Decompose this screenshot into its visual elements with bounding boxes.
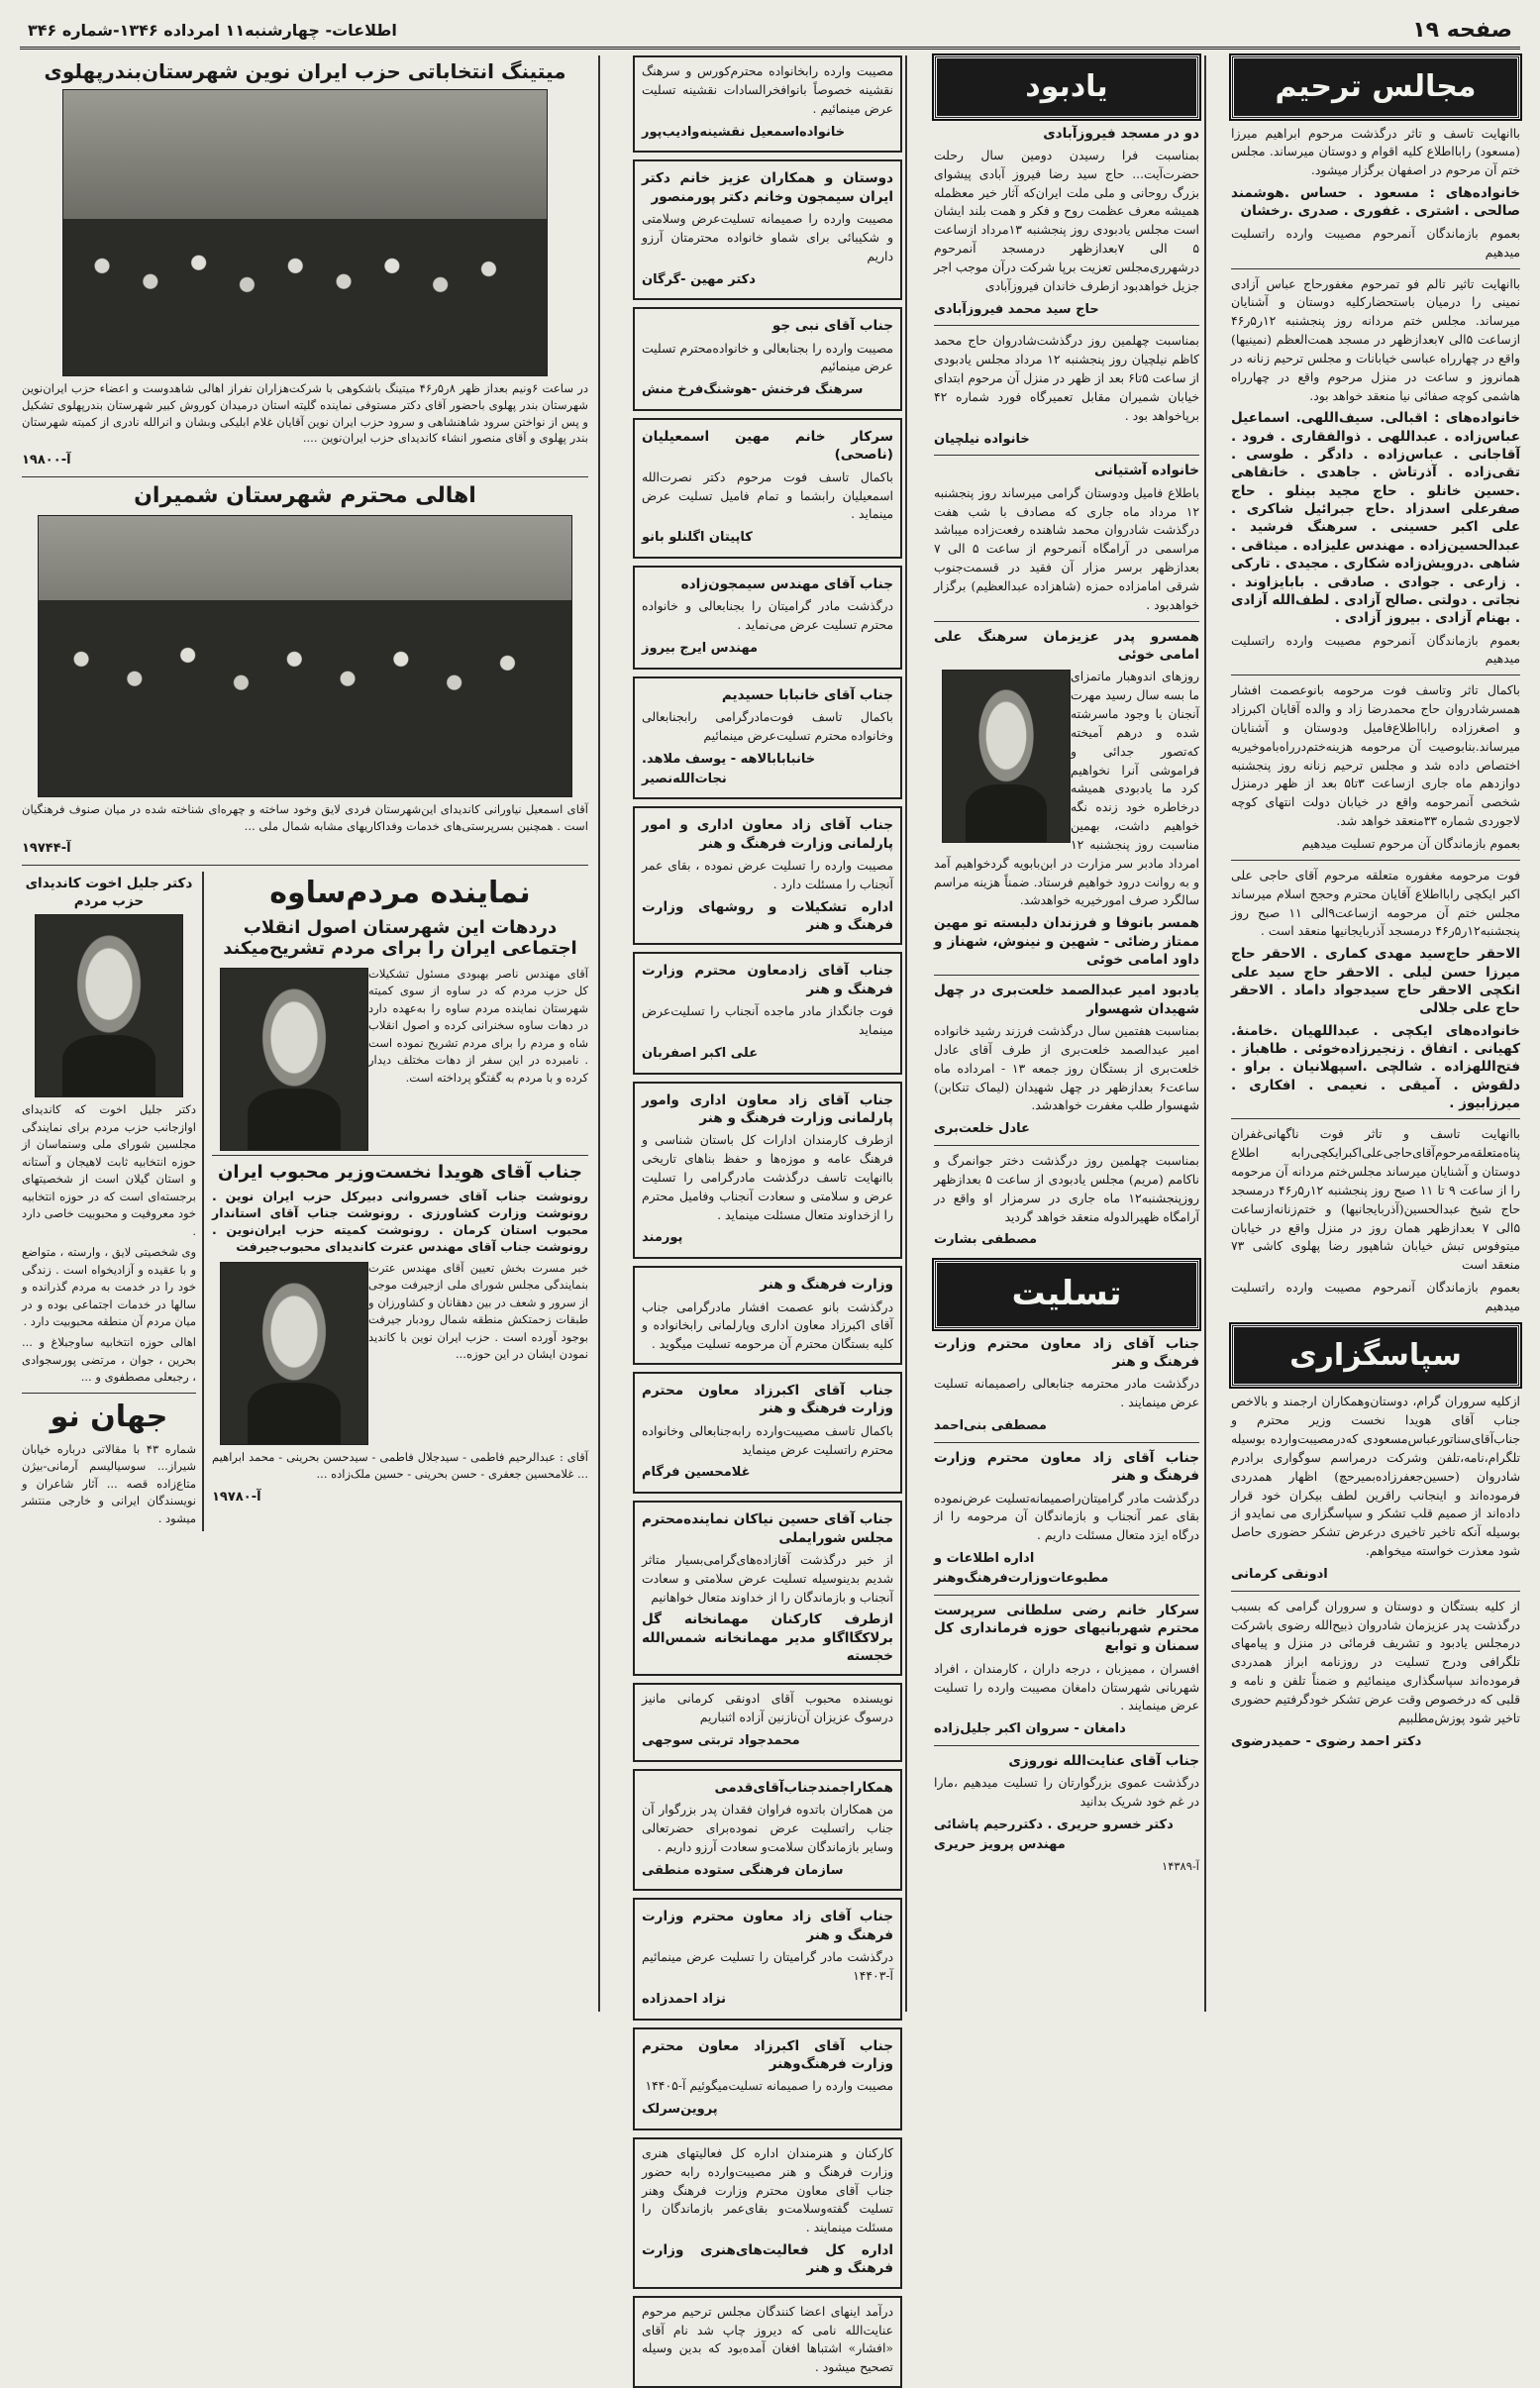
signature: دامغان - سروان اکبر جلیل‌زاده (934, 1721, 1126, 1737)
article-title: نماینده مردم‌ساوه (269, 875, 531, 910)
article-text: آقای مهندس ناصر بهبودی مسئول تشکیلات کل حزب مردم که در ساوه از سوی کمیته شهرستان نماینده مردم ساوه را به‌عهده دارد در دهات ساوه سخنرانی کرده و اصول انقلاب شاه و مردم را برای مردم تشریح نموده است . نامبرده در این سفر از دهات مختلف دیدار کرده و با مردم به گفتگو پرداخته است. (368, 966, 588, 1085)
notice-text: بمناسبت فرا رسیدن دومین سال رحلت حضرت‌آیت... حاج سید رضا فیروز آبادی پیشوای بزرگ روحانی و ملی ملت ایران‌که آثار خیر معظمله همیشه معرف عظمت روح و فکر و همت بلند ایشان است مجلس یادبودی روز پنجشنبه ۱۳مرداد ازساعت ۵ الی ۷بعدازظهر درمسجد آنمرحوم درشهرری‌مجلس تعزیت برپا شرکت درآن موجب اجر جزیل خواهدبود ازطرف خاندان فیروزآبادی (934, 147, 1199, 293)
notice-text: بمناسبت چهلمین روز درگذشت‌شادروان حاج محمد کاظم نیلچیان روز پنجشنبه ۱۲ مرداد مجلس یادبودی از ساعت ۵تا۶ بعد از ظهر در منزل آن مرحوم ابتدای خیابان شمیران مقابل تعمیرگاه فورد شماره ۴۲ برپاخواهد بود . (934, 333, 1200, 423)
column-election-news (22, 55, 588, 2012)
notice-heading: جناب آقای نبی جو (771, 318, 893, 335)
notice-text: باکمال تاسف مصیبت‌وارده رابه‌جنابعالی وخانواده محترم راتسلیت عرض مینماید (642, 1422, 893, 1457)
correction-box (633, 2296, 902, 2388)
article-text: آقای : عبدالرحیم فاطمی - سیدجلال فاطمی - سیدحسن بحرینی - محمد ابراهیم ... غلامحسین جعفری - حسن بحرینی - حسین ملک‌زاده ... (212, 1449, 588, 1482)
divider (934, 1595, 1199, 1596)
condolence-box (633, 2137, 902, 2289)
crowd-image (39, 600, 571, 796)
column-obituaries (1231, 55, 1520, 2012)
notice-text: باانهایت تاسف و تاثر فوت ناگهانی‌غفران پناه‌متعلقه‌مرحوم‌آقای‌حاجی‌علی‌اکبرایکچی‌رابه اطلاع دوستان و آشنایان میرساند مجلس‌ختم مردانه آن مرحومه را از ساعت ۹ تا ۱۱ صبح روز پنجشنبه ۱۲ر۵ر۴۶ درمسجد حاج شیخ عبدالحسین(آذربایجانیها) و ختم‌زنانه‌ازساعت ۵الی ۷ بعدازظهر همان روز در منزل واقع در خیابان میتوفوس تبش خیابان شاهپور رضا پهلوی کاشی ۷۳ منعقد است (1231, 1126, 1520, 1273)
notice-text: باطلاع فامیل ودوستان گرامی میرساند روز پنجشنبه ۱۲ مرداد ماه جاری که مصادف با شب هفت درگذشت شادروان محمد شاهنده رفعت‌زاده میباشد مراسمی در آرامگاه آنمرحوم از ساعت ۵ الی ۷ بعدازظهر برسر مزار آن فقید در قسمت‌جنوب شرقی امامزاده حمزه (شاهزاده عبدالعظیم) برگزار خواهدبود . (934, 484, 1199, 612)
column-rule (905, 55, 907, 2012)
divider (934, 1442, 1199, 1443)
signature: مصطفی بنی‌احمد (934, 1418, 1047, 1434)
page-number: صفحه ۱۹ (1412, 18, 1512, 43)
notice-text: من همکاران باتدوه فراوان فقدان پدر بزرگوار آن جناب راتسلیت عرض نموده‌برای حضرتعالی وسایر بازماندگان سلامت‌و سعادت آرزو داریم . (642, 1802, 893, 1854)
signature: دکتر احمد رضوی - حمیدرضوی (1231, 1733, 1422, 1749)
condolence-box (633, 1266, 902, 1365)
article-subtitle: دردهات این شهرستان اصول انقلاب اجتماعی ایران را برای مردم تشریح‌میکند (223, 916, 577, 960)
signature: اداره کل فعالیت‌های‌هنری وزارت فرهنگ و هنر (642, 2242, 893, 2277)
notice-text: کارکنان و هنرمندان اداره کل فعالیتهای هنری وزارت فرهنگ و هنر مصیبت‌وارده رابه حضور جناب آقای معاون محترم وزارت فرهنگ وهنر تسلیت گفته‌وسلامت‌و بقای‌عمر بازماندگان را مسئلت مینمایند . (642, 2144, 893, 2235)
signature: علی اکبر اصفربان (642, 1045, 759, 1061)
notice-heading: جناب آقای مهندس سیمجون‌زاده (680, 576, 893, 592)
divider (1231, 268, 1520, 269)
signature: ادونقی کرمانی (1231, 1566, 1328, 1582)
signature: همسر بانوفا و فرزندان دلبسته تو مهین ممتاز رضائی - شهین و نینوش، شهناز و داود امامی خوئی (934, 915, 1199, 968)
notice-tail: بعموم بازماندگان آنمرحوم مصیبت وارده راتسلیت میدهیم (1231, 1280, 1520, 1313)
photo-caption: آقای اسمعیل نیاورانی کاندیدای این‌شهرستان فردی لایق وخود ساخته و چهره‌ای شناخته شده در میان صنوف فرهنگیان است . همچنین بسرپرستی‌های خدمات وفداکاریهای مشابه شمال ملی ... (22, 802, 588, 834)
divider (934, 1745, 1199, 1746)
names-list: الاحقر حاج‌سید مهدی کماری . الاحقر حاج میرزا حسن لیلی . الاحقر حاج سید علی انکچی الاحقر حاج سیدجواد داماد . الاحقر حاج علی جلالی (1231, 946, 1520, 1017)
ad-code: آ-۱۹۸۰۰ (22, 453, 71, 468)
signature: اداره تشکیلات و روشهای وزارت فرهنگ و هنر (642, 898, 893, 934)
notice-text: باکمال تاسف فوت‌مادرگرامی رابجنابعالی وخانواده محترم تسلیت‌عرض مینمائیم (642, 709, 893, 743)
section-banner-sepasgozari: سپاسگزاری (1231, 1324, 1520, 1388)
condolence-box (633, 1683, 902, 1761)
notice-heading: سرکار خانم مهین اسمعیلیان (ناصحی) (642, 429, 893, 464)
notice-heading: جناب آقای زاد معاون محترم وزارت فرهنگ و هنر (934, 1449, 1199, 1485)
families-list: خانواده‌های : مسعود . حساس .هوشمند صالحی . اشتری . غفوری . صدری .رخشان (1231, 185, 1520, 220)
notice-text: مصیبت وارده را صمیمانه تسلیت‌عرض وسلامتی و شکیبائی برای شماو خانواده محترمتان آرزو داریم (642, 210, 893, 263)
lower-side (22, 872, 204, 1532)
masthead: اطلاعات- چهارشنبه۱۱ امرداده ۱۳۴۶-شماره ۳۴۶ (28, 21, 397, 40)
column-rule (598, 55, 600, 2012)
condolence-box (633, 952, 902, 1074)
signature: پورمند (642, 1230, 683, 1246)
notice-heading: جناب آقای زاد معاون محترم وزارت فرهنگ و هنر (642, 1909, 893, 1943)
notice-text: باانهایت تاثیر تالم فو تمرحوم مغفورحاج عباس آزادی نمینی را درمیان باستحضارکلیه دوستان و آشنایان میرساند. مجلس ختم مردانه روز پنجشنبه ۱۲ر۵ر۴۶ ازساعت ۵الی ۷بعدازظهر در مسجد همت‌العظم (نمینیها) واقع در چهارراه عباسی خیابانات و مجلس ترحیم زنانه در همانروز و ساعت در منزل مرحوم واقع در چهارراه هاشمی کوچه صفائی نیا منعقد خواهد بود. (1231, 275, 1521, 403)
divider (934, 1145, 1199, 1146)
signature: ازطرف کارکنان مهمانخانه گل برلاکگااگاو مدیر مهمانخانه شمس‌الله خجسته (642, 1611, 893, 1665)
notice-text: مصیبت وارده را تسلیت عرض نموده ، بقای عمر آنجناب را مسئلت دارد . (642, 858, 893, 891)
signature: خانواده‌اسمعیل نقشینه‌وادیب‌پور (642, 124, 846, 140)
photo-caption: در ساعت ۶ونیم بعداز ظهر ۸ر۵ر۴۶ میتینگ باشکوهی با شرکت‌هزاران نفراز اهالی شاهدوست و اعضاء حزب ایران‌نوین شهرستان بندر پهلوی باحضور آقای دکتر مستوفی نماینده گلیته استان درمیدان کوروش کبیر شهرستان بندرپهلوی تشکیل و پس از نواختن سرود شاهنشاهی و سرود حزب ایران نوین آقایان غلام ابلیکی وبشان و انرالله نادری از کمیته شهرستان بندر پهلوی و آقای منصور انشاء کاندیدای حزب ایران‌نوین .... (22, 381, 588, 446)
notice-heading: همکاراجمند‌جناب‌آقای‌قدمی (714, 1779, 893, 1796)
signature: محمدجواد تربتی سوجهی (642, 1733, 800, 1749)
notice-text: درگذشت مادر گرامیتان‌راصمیمانه‌تسلیت عرض‌نموده بقای عمر آنجناب و بازماندگان آن مرحومه را از درگاه ایزد متعال مسئلت داریم . (934, 1490, 1199, 1543)
notice-heading: یادبود امیر عبدالصمد خلعت‌بری در چهل شهیدان شهسوار (934, 983, 1199, 1017)
notice-text: افسران ، ممیزبان ، درجه داران ، کارمندان ، افراد شهربانی شهرستان دامغان مصیبت وارده را تسلیت عرض مینمایند . (934, 1660, 1199, 1713)
notice-text: بمناسبت هفتمین سال درگذشت فرزند رشید خانواده امیر عبدالصمد خلعت‌بری از طرف آقای عادل خلعت‌بری از بستگان روز جمعه ۱۳ - امرداده ماه ساعت۶ بعدازظهر در چهل شهیدان (لیماک تنکابن) شهسوار طلب مغفرت خواهدشد. (934, 1023, 1199, 1113)
notice-text: بمناسبت چهلمین روز درگذشت دختر جوانمرگ و ناکامم (مریم) مجلس یادبودی از ساعت ۵ بعدازظهر روزپنجشنبه۱۲ ماه جاری در سرمزار او واقع در آرامگاه ظهیرالدوله منعقد خواهد گردید (934, 1153, 1199, 1224)
article-text: اهالی حوزه انتخابیه ساوجبلاغ و ... بحرین ، جوان ، مرتضی پورسجوادی ، رجبعلی مصطفوی و ... (22, 1335, 196, 1385)
signature: عادل خلعت‌بری (934, 1121, 1030, 1137)
notice-text: باکمال تاسف فوت مرحوم دکتر نصرت‌الله اسمعیلیان رابشما و تمام فامیل تسلیت عرض مینماید . (642, 468, 893, 522)
article-title: جناب آقای هویدا نخست‌وزیر محبوب ایران (218, 1161, 582, 1183)
notice-text: درگذشت مادر گرامیتان را بجنابعالی و خانواده محترم تسلیت عرض می‌نماید . (642, 598, 893, 633)
portrait-photo (220, 968, 368, 1151)
notice-text: فوت مرحومه مغفوره متعلقه مرحوم آقای حاجی علی اکبر ایکچی رابااطلاع آقایان محترم وحجج اسلام میرساند مجلس ختم آن مرحومه ازساعت۹الی ۱۱ صبح روز پنجشنبه۱۲ر۵ر۴۶ درمسجد آذربایجانیها منعقد است . (1231, 867, 1521, 939)
section-banner-tasliyat: تسلیت (934, 1260, 1199, 1329)
notice-text: از خبر درگذشت آقازاده‌های‌گرامی‌بسیار متاثر شدیم بدینوسیله تسلیت عرض سلامتی و سعادت آنجناب و بازماندگان را از خداوند متعال خواهانیم (642, 1551, 893, 1605)
notice-text: نویسنده محبوب آقای ادونقی کرمانی مانیز درسوگ عزیزان آن‌نازنین آزاده اثنباریم (642, 1691, 893, 1725)
ad-code: آ-۱۹۷۸۰ (212, 1489, 261, 1505)
notice-text: درگذشت عموی بزرگوارتان را تسلیت میدهیم ،مارا در غم خود شریک بدانید (934, 1775, 1199, 1810)
notice-text: درگذشت مادر محترمه جنابعالی راصمیمانه تسلیت عرض مینمایند . (934, 1376, 1199, 1410)
signature: دکتر خسرو حریری . دکتررحیم پاشائی مهندس پرویز حریری (934, 1817, 1174, 1852)
signature: سازمان فرهنگی ستوده منطقی (642, 1862, 844, 1878)
notice-heading: جناب آقای اکبرزاد معاون محترم وزارت فرهنگ و هنر (642, 1383, 893, 1417)
condolence-box (633, 307, 902, 411)
divider (1231, 1591, 1520, 1592)
column-rule (1204, 55, 1206, 2012)
notice-heading: جناب آقای زاد معاون اداری و امور پارلمانی وزارت فرهنگ و هنر (642, 817, 893, 852)
divider (22, 865, 588, 866)
article-text: دکتر جلیل اخوت که کاندیدای اوازجانب حزب مردم برای نمایندگی مجلسین شورای ملی وسنماسان از حوزه انتخابیه ثابت لاهیجان و آستانه و استان گیلان است از شخصیتهای برجسته‌ای است که در حوزه انتخابیه خود معروفیت و محبوبیت خاصی دارد . (22, 1102, 196, 1238)
condolence-box (633, 1501, 902, 1676)
signature: مصطفی بشارت (934, 1232, 1038, 1248)
article-title: جهان نو (50, 1399, 168, 1434)
lower-section (22, 872, 588, 1532)
notice-text: درگذشت مادر گرامیتان را تسلیت عرض مینمائیم آ-۱۴۴۰۳ (642, 1949, 893, 1983)
signature: اداره اطلاعات و مطبوعات‌وزارت‌فرهنگ‌وهنر (934, 1551, 1109, 1586)
divider (22, 1393, 196, 1394)
article-text: وی شخصیتی لایق ، وارسته ، متواضع و با عقیده و آزادیخواه است . زندگی خود را در خدمت به مردم گذرانده و سالها در خدمات اجتماعی بوده و در میان مردم آن منطقه محبوبیت دارد . (22, 1245, 196, 1328)
portrait-photo (220, 1262, 368, 1445)
condolence-box (633, 676, 902, 800)
notice-text: باانهایت تاسف و تاثر درگذشت مرحوم ابراهیم میرزا (مسعود) رابااطلاع کلیه اقوام و دوستان میرساند. مجلس ختم آن مرحوم در اصفهان برگزار میشود. (1231, 125, 1520, 178)
article-text: خبر مسرت بخش تعیین آقای مهندس عترت بنمایندگی مجلس شورای ملی ازجیرفت موجی از سرور و شعف در بین دهقانان و کشاورزان و طبقات زحمتکش منطقه شمال رودبار جیرفت بوجود آورده است . حزب ایران نوین با کاندید نمودن ایشان در این حوزه... (368, 1260, 588, 1362)
notice-heading: جناب آقای زاد معاون محترم وزارت فرهنگ و هنر (934, 1335, 1199, 1371)
divider (934, 455, 1199, 456)
divider (1231, 860, 1520, 861)
article-title: اهالی محترم شهرستان شمیران (134, 482, 476, 508)
condolence-box (633, 159, 902, 300)
column-condolences (633, 55, 902, 2375)
signature: حاج سید محمد فیروزآبادی (934, 301, 1099, 317)
condolence-box (633, 1082, 902, 1260)
notice-heading: جناب آقای خانبابا حسیدیم (721, 686, 893, 703)
notice-heading: همسرو پدر عزیزمان سرهنگ علی امامی خوئی (934, 628, 1199, 663)
notice-heading: جناب آقای حسین نیاکان نماینده‌محترم مجلس شورایملی (642, 1511, 893, 1546)
families-list: خانواده‌های : اقبالی. سیف‌اللهی. اسماعیل عباس‌زاده . عبداللهی . ذوالفقاری . فرود . آقاجانی . عباس‌زاده . دادگر . طوسی . تقی‌زاده . آذرتاش . جاهدی . خانقاهی .حسین خانلو . حاج مجید بینلو . حاج صفرعلی اسدزاد .حاج جبرائیل شاکری . علی اکبر حسینی . سرهنگ فرشید . عبدالحسین‌زاده . مهندس علیزاده . میثاقی . شاهی .درویش‌زاده شکاری . مجیدی . تارکی . زارعی . جوادی . صادقی . بابایزاوند . نجاتی . دولتی .صالح آزادی . لطف‌الله آزادی . بهنام آزادی . بیروز آزادی . (1231, 410, 1520, 627)
notice-text: درگذشت بانو عصمت افشار مادرگرامی جناب آقای اکبرزاد معاون اداری وپارلمانی رابخانواده و کلیه بستگان محترم آن مرحومه تسلیت میگوید . (642, 1298, 893, 1352)
article-text: شماره ۴۳ با مقالاتی درباره خیابان شیراز... سوسیالیسم آرمانی-بیژن متاع‌زاده قصه ... آثار شاعران و نویسندگان ایرانی و خارجی منتشر میشود . (22, 1441, 197, 1525)
notice-heading: جناب آقای زاد معاون اداری وامور پارلمانی وزارت فرهنگ و هنر (642, 1091, 893, 1126)
divider (22, 476, 588, 477)
notice-heading: وزارت فرهنگ و هنر (760, 1277, 893, 1294)
crowd-image (63, 219, 547, 375)
notice-tail: بعموم بازماندگان آنمرحوم مصیبت وارده راتسلیت میدهیم (1231, 632, 1520, 667)
condolence-box (633, 2027, 902, 2130)
condolence-box (633, 418, 902, 559)
notice-heading: جناب آقای اکبرزاد معاون محترم وزارت فرهنگ‌وهنر (642, 2037, 893, 2072)
notice-heading: سرکار خانم رضی سلطانی سرپرست محترم شهربانیهای حوزه فرمانداری کل سمنان و توابع (934, 1602, 1199, 1655)
signature: دکتر مهین -گرگان (642, 271, 756, 287)
rally-photo (62, 89, 548, 376)
divider (934, 621, 1199, 622)
signature: سرهنگ فرخنش -هوشنگ‌فرخ منش (642, 382, 864, 398)
divider (212, 1155, 588, 1156)
notice-text: مصیبت وارده را بجنابعالی و خانواده‌محترم تسلیت عرض مینمائیم (642, 340, 893, 374)
thanks-text: ازکلیه سروران گرام، دوستان‌وهمکاران ارجمند و بالاخص جناب آقای هویدا نخست وزیر محترم و جناب‌آقای‌سناتورعباس‌مسعودی که‌درمصیبت‌وارده بوسیله تلگرام،نامه،تلفن وشرکت درمراسم سوگواری برادرم شادروان (حسین‌جعفرزاده‌بمیرحچ) اظهار همدردی فرموده‌اند و اینجانب راقرین لطف بیکران خود قرار داده‌اند از صمیم قلب تشکر و سپاسگزاری می نمایدو از بوسیله آنکه تاخیر تاخیری درعرض تشکر حضوری حاصل شود معذرت خواسته میخواهم. (1231, 1394, 1520, 1559)
notice-tail: بعموم بازماندگان آنمرحوم مصیبت وارده راتسلیت میدهیم (1231, 225, 1520, 260)
notice-text: مصیبت وارده را صمیمانه تسلیت‌میگوئیم آ-۱۴۴۰۵ (645, 2078, 893, 2094)
notice-text: روزهای اندوهبار ماتمزای ما بسه سال رسید مهرت آنجنان با وجود ماسرشته شده و درهم آمیخته که‌تصور جدائی و فراموشی آنرا نخواهیم کرد ما یادبودی همیشه درخاطره خود زنده نگه خواهیم داشت، بهمین مناسبت روز پنجشنبه ۱۲ امرداد مادبر سر مزارت در ابن‌بابویه گردخواهیم آمد و به روانت درود خواهیم فرستاد. ضمناً هزینه مراسم سالگرد صرف امورخیریه خواهدشد. (934, 669, 1199, 908)
signature: نزاد احمدزاده (642, 1991, 726, 2007)
condolence-box (633, 1898, 902, 2020)
ad-code: آ-۱۹۷۴۴ (22, 840, 71, 856)
notice-text: مصیبت وارده رابخانواده محترم‌کورس و سرهنگ نقشینه خصوصاً بانوافخرالسادات نقشینه تسلیت عرض مینمائیم . (642, 63, 893, 116)
portrait-photo (942, 670, 1071, 843)
notice-tail: بعموم بازماندگان آن مرحوم تسلیت میدهیم (1301, 835, 1520, 851)
notice-text: درآمد اینهای اعضا کنندگان مجلس ترحیم مرحوم عنایت‌الله نامی که دیروز چاپ شد نام آقای «افشار» اشتباها افغان آمده‌بود که بدین وسیله تصحیح میشود . (642, 2303, 893, 2375)
section-banner-majales: مجالس ترحیم (1231, 55, 1520, 119)
meeting-photo (38, 515, 572, 797)
portrait-photo (35, 914, 183, 1097)
condolence-box (633, 55, 902, 153)
notice-heading: دوستان و همکاران عزیز خانم دکتر ایران سیمجون وخانم دکتر پورمنصور (642, 170, 893, 205)
section-banner-yadbood: یادبود (934, 55, 1199, 119)
signature: خانواده نیلچیان (934, 431, 1030, 447)
lower-main (212, 872, 588, 1532)
signature: خانبابابالاهه - یوسف ملاهد. نجات‌الله‌نصیر (642, 751, 816, 786)
signature: پروین‌سرلک (642, 2102, 718, 2118)
notice-text: ازطرف کارمندان ادارات کل باستان شناسی و فرهنگ عامه و موزه‌ها و حفظ بناهای تاریخی باانهایت تاسف درگذشت مادرگرامی را تسلیت عرض و سلامتی و سعادت آنجناب وفامیل محترم را ازخداوند متعال مسئلت مینماید . (642, 1132, 893, 1222)
condolence-box (633, 1769, 902, 1892)
signature: غلامحسین فرگام (642, 1465, 751, 1481)
page-header (20, 14, 1520, 50)
notice-heading: جناب آقای عنایت‌الله نوروزی (1008, 1752, 1199, 1769)
ad-code: آ-۱۴۳۸۹ (1162, 1859, 1199, 1874)
notice-text: باکمال تاثر وتاسف فوت مرحومه بانوعصمت افشار همسرشادروان حاج محمدرضا زاد و والده آقایان اکبرزاد و اصغرزاده رابااطلاع‌فامیل ودوستان و آشنایان میرساند.بنابوصیت آن مرحومه هزینه‌ختم‌درراه‌باموخیریه اختصاص داده شد و مجلس ترحیم زنانه روز پنجشنبه دوازدهم ماه جاری ازساعت ۳تا۵ بعد از ظهر درمنزل شخصی آنمرحومه واقع در خیابان دولت انتهای کوچه لاجوردی شماره ۳۳منعقد خواهد شد. (1231, 682, 1520, 829)
condolence-box (633, 1372, 902, 1494)
notice-text: فوت جانگداز مادر ماجده آنجناب را تسلیت‌عرض مینماید (642, 1003, 893, 1037)
divider (1231, 1118, 1520, 1119)
signature: مهندس ایرج بیروز (642, 641, 759, 657)
divider (934, 325, 1199, 326)
thanks-text: از کلیه بستگان و دوستان و سروران گرامی که بسبب درگذشت پدر عزیزمان شادروان ذبیح‌الله رضوی باشرکت درمجلس یادبود و تشریف فرمائی در منزل و پیامهای تلگرافی ودرج تسلیت در روزنامه ابراز همدردی فرموده‌اند سپاسگذاری مینمائیم و ضمناً تلفن و نامه و قلبی که درخصوص وقت عرض تشکر خودگرفتیم حضوری تاخیر شود پوزش‌مطلبیم (1231, 1598, 1520, 1725)
article-subtitle: رونوشت جناب آقای خسروانی دبیرکل حزب ایران نوین . رونوشت وزارت کشاورزی . رونوشت جناب آقای استاندار محبوب استان کرمان . رونوشت کمیته حزب ایران‌نوین . رونوشت جناب آقای مهندس عترت کاندیدای محبوب‌جیرفت (212, 1189, 588, 1255)
column-yadbood (934, 55, 1199, 2012)
signature: کاپیتان اگلنلو بانو (642, 530, 753, 546)
article-title: دکتر جلیل اخوت کاندیدای حزب مردم (25, 875, 193, 910)
notice-heading: دو در مسجد فیروزآبادی (1043, 125, 1199, 142)
article-title: میتینگ انتخاباتی حزب ایران نوین شهرستان‌بندرپهلوی (44, 59, 566, 83)
notice-heading: خانواده آشتیانی (1093, 463, 1199, 479)
divider (934, 975, 1199, 976)
condolence-box (633, 806, 902, 945)
families-list: خانواده‌های ایکچی . عبداللهیان .خامنهٔ. کهیانی . اتفاق . زنجیرزاده‌خوئی . طاهباز . فتح‌اللهزاده . شالچی .اسپهلانیان . براو . دلقوش . آمیقی . نعیمی . افکاری . میرزابیوز . (1231, 1022, 1520, 1111)
notice-heading: جناب آقای زادمعاون محترم وزارت فرهنگ و هنر (642, 963, 893, 997)
condolence-box (633, 566, 902, 670)
